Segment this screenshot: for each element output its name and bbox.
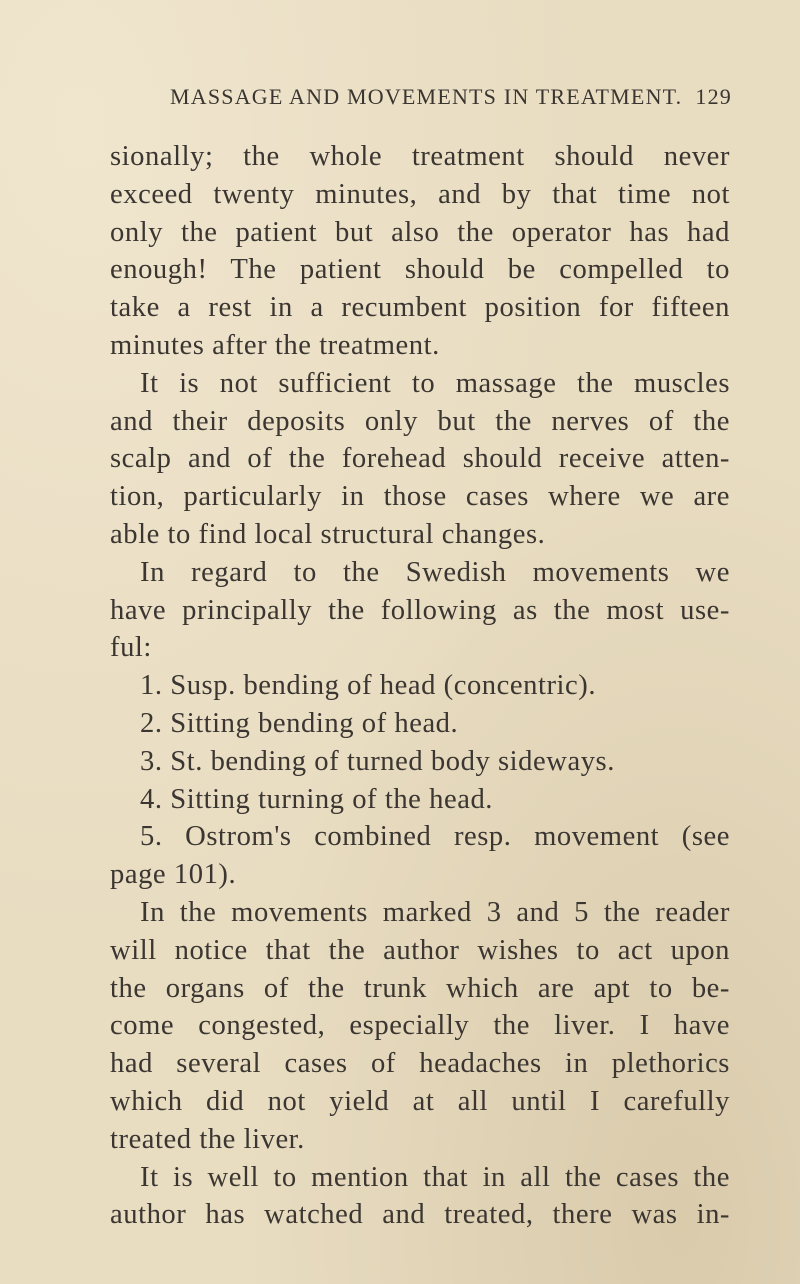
text-line: 1. Susp. bending of head (concentric).	[140, 670, 597, 702]
text-line: In the movements marked 3 and 5 the reader	[140, 896, 730, 928]
text-line: It is well to mention that in all the cases the	[140, 1161, 730, 1193]
text-line: exceed twenty minutes, and by that time not	[110, 178, 730, 210]
running-title: MASSAGE AND MOVEMENTS IN TREATMENT.	[170, 84, 683, 109]
text-line: will notice that the author wishes to act upon	[110, 934, 730, 966]
text-line: treated the liver.	[110, 1123, 305, 1155]
text-line: author has watched and treated, there was in-	[110, 1199, 730, 1231]
text-line: only the patient but also the operator has had	[110, 216, 730, 248]
text-line: ful:	[110, 632, 152, 664]
text-line: 3. St. bending of turned body sideways.	[140, 745, 615, 777]
text-line: sionally; the whole treatment should never	[110, 141, 730, 172]
text-line: had several cases of headaches in plethorics	[110, 1048, 730, 1080]
text-line: 4. Sitting turning of the head.	[140, 783, 493, 815]
text-line: scalp and of the forehead should receive atten-	[110, 443, 730, 475]
text-line: In regard to the Swedish movements we	[140, 556, 730, 588]
text-line: 2. Sitting bending of head.	[140, 707, 459, 739]
text-line: come congested, especially the liver. I have	[110, 1010, 730, 1042]
text-line: the organs of the trunk which are apt to be-	[110, 972, 730, 1004]
running-header	[170, 84, 730, 110]
text-line: have principally the following as the most use-	[110, 594, 730, 626]
text-line: It is not sufficient to massage the muscles	[140, 367, 730, 399]
text-line: which did not yield at all until I carefully	[110, 1085, 730, 1117]
text-line: 5. Ostrom's combined resp. movement (see	[140, 821, 730, 853]
page-number: 129	[695, 84, 732, 109]
text-line: enough! The patient should be compelled to	[110, 254, 730, 286]
text-line: take a rest in a recumbent position for fifteen	[110, 292, 730, 324]
text-line: tion, particularly in those cases where we are	[110, 481, 730, 513]
text-line: page 101).	[110, 859, 237, 891]
text-line: able to find local structural changes.	[110, 518, 546, 550]
text-line: minutes after the treatment.	[110, 329, 440, 361]
text-line: and their deposits only but the nerves of the	[110, 405, 730, 437]
body-text	[110, 138, 730, 1234]
